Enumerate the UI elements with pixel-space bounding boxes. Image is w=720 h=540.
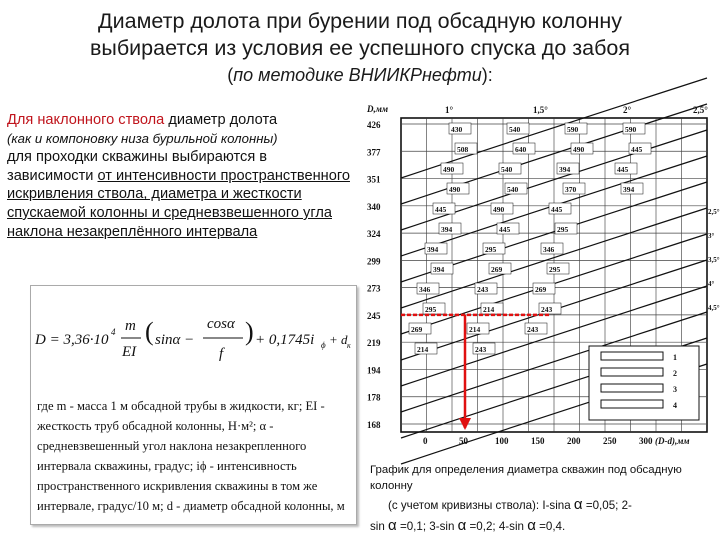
- y-tick-label: 273: [367, 283, 381, 294]
- formula-m: m: [125, 318, 136, 334]
- right-angle-label: 2,5°: [708, 208, 720, 216]
- value-box-label: 243: [477, 285, 489, 294]
- x-tick-label: 0: [423, 436, 428, 446]
- formula-equation-end: [267, 346, 347, 376]
- value-box-label: 508: [457, 145, 469, 154]
- legend-label: 4: [673, 401, 677, 410]
- paragraph-2: (как и компоновку низа бурильной колонны): [7, 130, 278, 146]
- x-tick-label: 100: [495, 436, 509, 446]
- x-tick-label: 250: [603, 436, 617, 446]
- x-tick-label: 300: [639, 436, 653, 446]
- slide-title: [20, 8, 700, 89]
- highlight-phrase: Для наклонного ствола: [7, 112, 165, 128]
- value-box-label: 445: [631, 145, 643, 154]
- value-box-label: 445: [551, 205, 563, 214]
- caption-line-1: График для определения диаметра скважин под обсадную колонну: [370, 464, 682, 492]
- value-box-label: 269: [535, 285, 547, 294]
- formula-f: f: [219, 346, 224, 362]
- value-box-label: 214: [469, 325, 481, 334]
- caption-line-3c: =0,2; 4-sin: [466, 520, 528, 533]
- formula-sina: sinα −: [155, 332, 195, 348]
- value-box-label: 214: [417, 345, 429, 354]
- value-box-label: 540: [509, 125, 521, 134]
- paragraph-1: [7, 111, 357, 130]
- y-tick-label: 340: [367, 201, 381, 212]
- caption-line-2b: =0,05; 2-: [582, 499, 632, 512]
- formula-exponent: 4: [111, 327, 116, 337]
- caption-line-2: [370, 496, 710, 515]
- legend-label: 1: [673, 353, 677, 362]
- svg-text:): ): [245, 317, 254, 346]
- value-box-label: 490: [443, 165, 455, 174]
- chart-svg: [365, 100, 720, 450]
- value-box-label: 394: [559, 165, 571, 174]
- top-angle-label: 2,5°: [693, 105, 708, 115]
- title-paren-close: ):: [481, 65, 493, 85]
- value-box-label: 540: [507, 185, 519, 194]
- value-box-label: 490: [573, 145, 585, 154]
- value-box-label: 295: [557, 225, 569, 234]
- value-box-label: 295: [425, 305, 437, 314]
- legend-label: 2: [673, 369, 677, 378]
- y-tick-label: 426: [367, 120, 381, 130]
- caption-line-3a: sin: [370, 520, 389, 533]
- chart-caption: [370, 462, 710, 538]
- value-box-label: 243: [541, 305, 553, 314]
- paragraph-1-rest: диаметр долота: [164, 112, 278, 128]
- formula-tail-sub: ϕ: [321, 340, 326, 350]
- right-angle-label: 3,5°: [708, 256, 720, 264]
- legend-swatch: [601, 352, 663, 360]
- alpha-symbol: α: [527, 517, 536, 534]
- x-tick-label: 50: [459, 436, 468, 446]
- value-box-label: 295: [485, 245, 497, 254]
- title-method: по методике ВНИИКРнефти: [233, 65, 482, 85]
- right-angle-label: 4,5°: [708, 304, 720, 312]
- value-box-label: 346: [543, 245, 555, 254]
- formula-d-sub: к: [347, 341, 351, 350]
- value-box-label: 269: [411, 325, 423, 334]
- value-box-label: 214: [483, 305, 495, 314]
- value-box-label: 445: [499, 225, 511, 234]
- right-angle-label: 3°: [708, 232, 715, 240]
- legend-swatch: [601, 368, 663, 376]
- caption-line-2a: (с учетом кривизны ствола): I-sina: [388, 499, 574, 512]
- svg-text:(: (: [145, 317, 154, 346]
- x-tick-label: 200: [567, 436, 581, 446]
- caption-line-3d: =0,4.: [535, 520, 566, 533]
- y-tick-label: 377: [367, 147, 381, 158]
- value-box-label: 490: [493, 205, 505, 214]
- paragraph-3: [7, 148, 357, 241]
- formula-lhs: D = 3,36·10: [35, 332, 109, 348]
- value-box-label: 346: [419, 285, 431, 294]
- value-box-label: 295: [549, 265, 561, 274]
- value-box-label: 243: [475, 345, 487, 354]
- diameter-chart: [365, 100, 720, 450]
- title-paren-open: (: [227, 65, 234, 85]
- value-box-label: 640: [515, 145, 527, 154]
- value-box-label: 394: [427, 245, 439, 254]
- x-axis-label: (D-d),мм: [655, 436, 690, 446]
- y-tick-label: 351: [367, 174, 381, 185]
- paragraph-3-underlined: от интенсивности пространственного искривления ствола, диаметра и жесткости спускаемой колонны и средневзвешенного угла наклона незакреплённого интервала: [7, 167, 350, 240]
- formula-plus-d: + d: [329, 332, 348, 347]
- formula-description: где m - масса 1 м обсадной трубы в жидкости, кг; EI - жесткость труб обсадной колонны, Н·м²; α - средневзвешенный угол наклона незакрепленного интервала скважины, градус; iϕ - интенсивность пространственного искривления скважины в том же интервале, градус/10 м; d - диаметр обсадной колонны, м: [37, 399, 345, 513]
- y-tick-label: 178: [367, 392, 381, 403]
- title-line-2: выбирается из условия ее успешного спуска до забоя: [89, 36, 630, 60]
- legend-swatch: [601, 400, 663, 408]
- value-box-label: 590: [567, 125, 579, 134]
- value-box-label: 490: [449, 185, 461, 194]
- y-tick-label: 219: [367, 338, 381, 349]
- y-tick-label: 324: [367, 229, 381, 240]
- paragraph-3-start: для проходки скважины выбираются в зависимости: [7, 149, 268, 184]
- body-text: [7, 111, 357, 241]
- top-angle-label: 2°: [623, 105, 632, 115]
- caption-line-3b: =0,1; 3-sin: [396, 520, 458, 533]
- value-box-label: 590: [625, 125, 637, 134]
- x-tick-label: 150: [531, 436, 545, 446]
- top-angle-label: 1,5°: [533, 105, 548, 115]
- y-tick-label: 194: [367, 365, 381, 376]
- value-box-label: 430: [451, 125, 463, 134]
- right-angle-label: 4°: [708, 280, 715, 288]
- formula-image: [30, 285, 357, 525]
- legend-label: 3: [673, 385, 677, 394]
- value-box-label: 370: [565, 185, 577, 194]
- title-line-1: Диаметр долота при бурении под обсадную колонну: [98, 9, 622, 33]
- value-box-label: 269: [491, 265, 503, 274]
- caption-line-3: [370, 515, 710, 538]
- title-line-3: [20, 62, 700, 89]
- formula-cosa: cosα: [207, 316, 235, 332]
- value-box-label: 394: [441, 225, 453, 234]
- alpha-symbol: α: [573, 496, 583, 513]
- value-box-label: 445: [435, 205, 447, 214]
- legend-swatch: [601, 384, 663, 392]
- y-tick-label: 245: [367, 310, 381, 321]
- alpha-symbol: α: [388, 517, 397, 534]
- y-axis-label: D,мм: [367, 104, 389, 114]
- value-box-label: 394: [623, 185, 635, 194]
- value-box-label: 394: [433, 265, 445, 274]
- value-box-label: 540: [501, 165, 513, 174]
- formula-ei: EI: [122, 344, 137, 360]
- value-box-label: 243: [527, 325, 539, 334]
- value-box-label: 445: [617, 165, 629, 174]
- y-tick-label: 299: [367, 256, 381, 267]
- top-angle-label: 1°: [445, 105, 454, 115]
- alpha-symbol: α: [457, 517, 467, 534]
- y-tick-label: 168: [367, 420, 381, 430]
- formula-tail: + 0,1745i: [255, 332, 315, 348]
